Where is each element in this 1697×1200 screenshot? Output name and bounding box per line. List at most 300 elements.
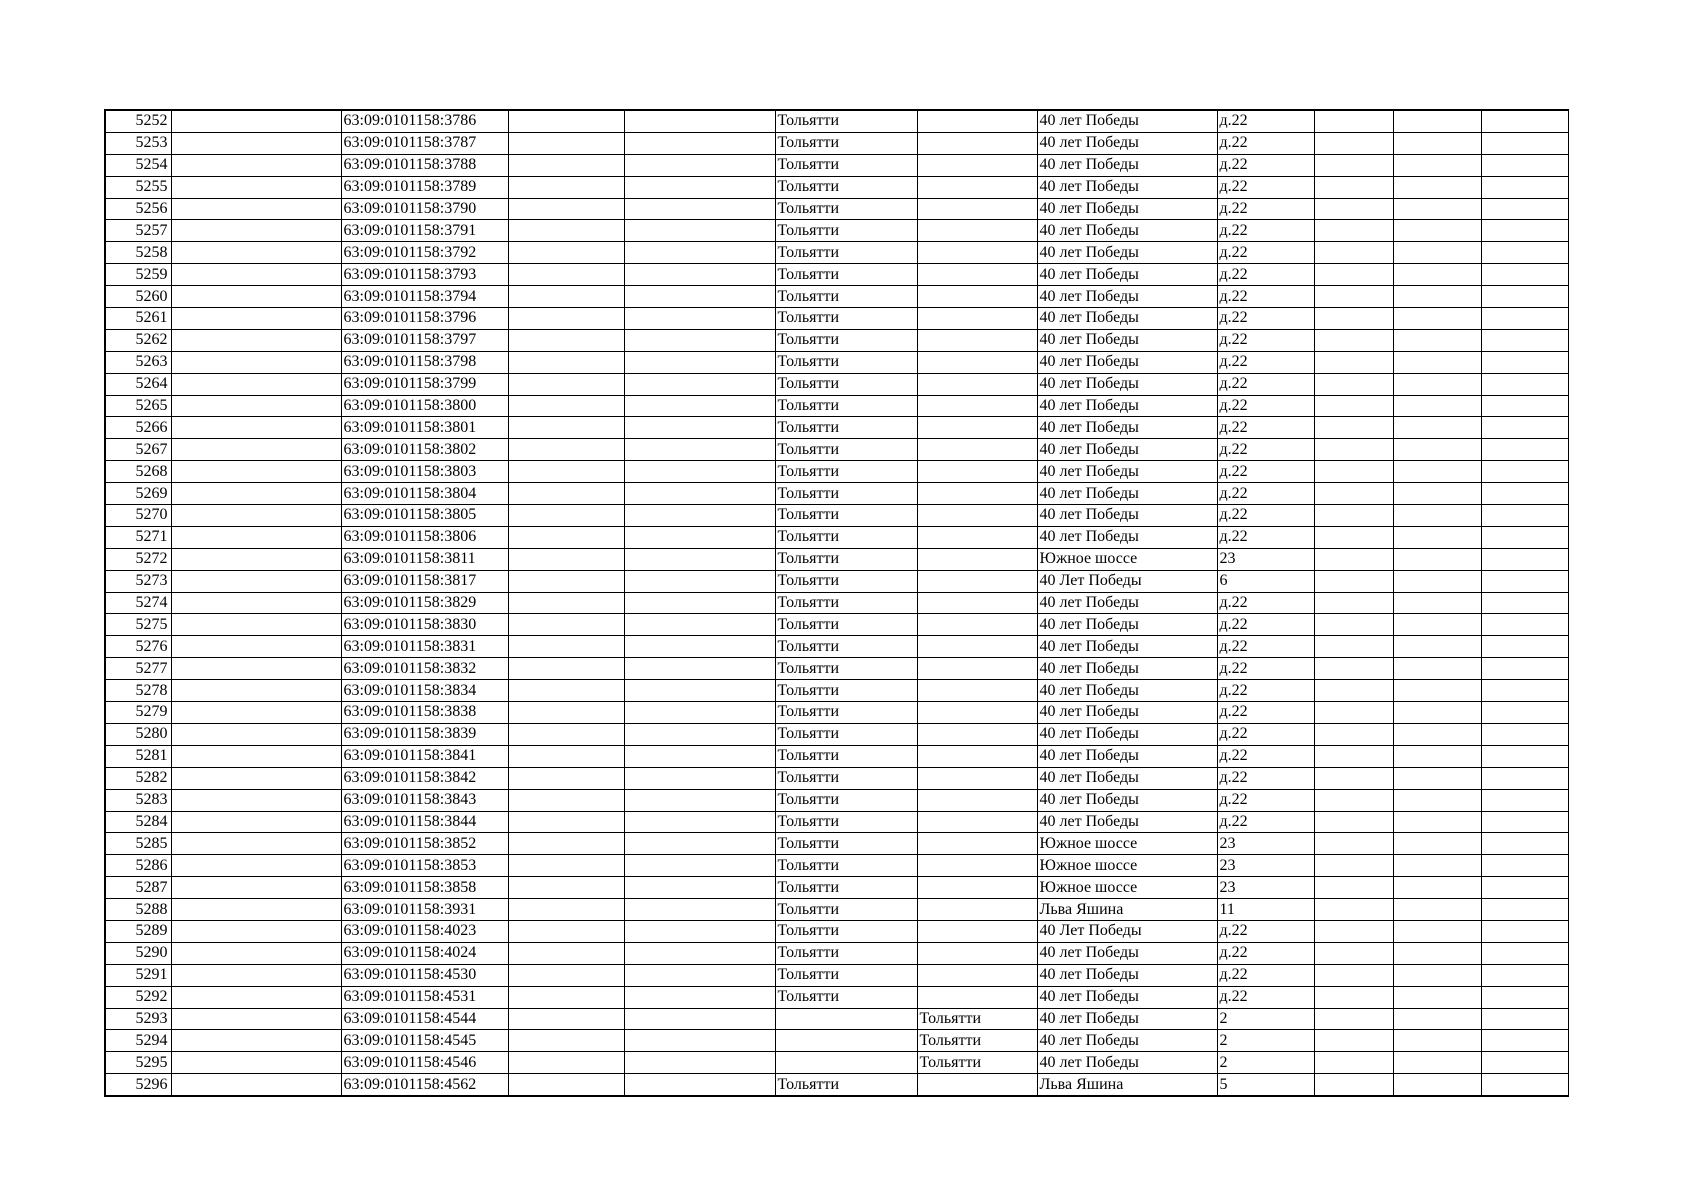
cell-empty-2 bbox=[508, 286, 624, 308]
cell-empty-5 bbox=[1393, 505, 1481, 527]
cell-empty-6 bbox=[1481, 286, 1568, 308]
cell-city: Тольятти bbox=[775, 198, 917, 220]
cell-empty-6 bbox=[1481, 198, 1568, 220]
cell-empty-6 bbox=[1481, 986, 1568, 1008]
cell-row-number: 5273 bbox=[105, 570, 171, 592]
table-row bbox=[105, 658, 1568, 680]
cell-empty-6 bbox=[1481, 702, 1568, 724]
cell-locality bbox=[917, 526, 1037, 548]
cell-empty-6 bbox=[1481, 636, 1568, 658]
table-row bbox=[105, 570, 1568, 592]
cell-empty-1 bbox=[171, 461, 341, 483]
cell-empty-4 bbox=[1314, 811, 1393, 833]
cell-street: 40 лет Победы bbox=[1037, 176, 1217, 198]
cell-locality bbox=[917, 110, 1037, 132]
cell-empty-4 bbox=[1314, 723, 1393, 745]
table-row bbox=[105, 461, 1568, 483]
cell-row-number: 5260 bbox=[105, 286, 171, 308]
cell-empty-4 bbox=[1314, 964, 1393, 986]
cell-empty-2 bbox=[508, 658, 624, 680]
cell-empty-5 bbox=[1393, 658, 1481, 680]
cell-empty-5 bbox=[1393, 855, 1481, 877]
cell-cadastral-number: 63:09:0101158:3787 bbox=[341, 132, 508, 154]
cell-city: Тольятти bbox=[775, 439, 917, 461]
cell-empty-2 bbox=[508, 198, 624, 220]
cell-street: Льва Яшина bbox=[1037, 899, 1217, 921]
cell-locality bbox=[917, 220, 1037, 242]
cell-empty-3 bbox=[624, 592, 775, 614]
cell-locality bbox=[917, 461, 1037, 483]
cell-empty-4 bbox=[1314, 920, 1393, 942]
table-row bbox=[105, 176, 1568, 198]
cell-row-number: 5262 bbox=[105, 329, 171, 351]
cell-empty-6 bbox=[1481, 877, 1568, 899]
cell-empty-3 bbox=[624, 636, 775, 658]
cell-empty-5 bbox=[1393, 877, 1481, 899]
cell-empty-4 bbox=[1314, 483, 1393, 505]
table-row bbox=[105, 789, 1568, 811]
table-row bbox=[105, 264, 1568, 286]
cell-empty-6 bbox=[1481, 220, 1568, 242]
cell-empty-4 bbox=[1314, 570, 1393, 592]
cell-locality bbox=[917, 198, 1037, 220]
cell-row-number: 5277 bbox=[105, 658, 171, 680]
cell-empty-4 bbox=[1314, 680, 1393, 702]
cell-empty-1 bbox=[171, 942, 341, 964]
cell-empty-4 bbox=[1314, 855, 1393, 877]
cell-empty-3 bbox=[624, 767, 775, 789]
cell-city: Тольятти bbox=[775, 767, 917, 789]
cell-row-number: 5269 bbox=[105, 483, 171, 505]
cell-empty-2 bbox=[508, 570, 624, 592]
cell-empty-4 bbox=[1314, 351, 1393, 373]
cell-empty-6 bbox=[1481, 920, 1568, 942]
cell-locality bbox=[917, 483, 1037, 505]
cell-empty-2 bbox=[508, 636, 624, 658]
cell-cadastral-number: 63:09:0101158:3802 bbox=[341, 439, 508, 461]
table-row bbox=[105, 198, 1568, 220]
cell-street: 40 лет Победы bbox=[1037, 220, 1217, 242]
cell-row-number: 5261 bbox=[105, 308, 171, 330]
cell-street: 40 лет Победы bbox=[1037, 417, 1217, 439]
cell-empty-2 bbox=[508, 1074, 624, 1096]
cell-empty-2 bbox=[508, 242, 624, 264]
cell-empty-1 bbox=[171, 986, 341, 1008]
cell-street: Южное шоссе bbox=[1037, 877, 1217, 899]
cell-street: 40 Лет Победы bbox=[1037, 920, 1217, 942]
cell-city: Тольятти bbox=[775, 110, 917, 132]
cell-locality bbox=[917, 1074, 1037, 1096]
cell-row-number: 5254 bbox=[105, 154, 171, 176]
cell-empty-2 bbox=[508, 351, 624, 373]
cell-empty-6 bbox=[1481, 592, 1568, 614]
cell-cadastral-number: 63:09:0101158:3831 bbox=[341, 636, 508, 658]
cell-cadastral-number: 63:09:0101158:3794 bbox=[341, 286, 508, 308]
cell-empty-4 bbox=[1314, 154, 1393, 176]
table-row bbox=[105, 439, 1568, 461]
cell-cadastral-number: 63:09:0101158:4024 bbox=[341, 942, 508, 964]
cell-street: 40 лет Победы bbox=[1037, 526, 1217, 548]
cell-city: Тольятти bbox=[775, 526, 917, 548]
table-row bbox=[105, 548, 1568, 570]
cell-cadastral-number: 63:09:0101158:3800 bbox=[341, 395, 508, 417]
cell-empty-4 bbox=[1314, 132, 1393, 154]
cell-street: 40 лет Победы bbox=[1037, 395, 1217, 417]
cell-street: 40 лет Победы bbox=[1037, 811, 1217, 833]
cell-locality bbox=[917, 132, 1037, 154]
cell-empty-1 bbox=[171, 351, 341, 373]
table-row bbox=[105, 811, 1568, 833]
table-row bbox=[105, 986, 1568, 1008]
cell-empty-6 bbox=[1481, 439, 1568, 461]
cell-cadastral-number: 63:09:0101158:4546 bbox=[341, 1052, 508, 1074]
cell-street: Льва Яшина bbox=[1037, 1074, 1217, 1096]
cell-street: 40 лет Победы bbox=[1037, 964, 1217, 986]
cell-empty-6 bbox=[1481, 461, 1568, 483]
cell-street: Южное шоссе bbox=[1037, 833, 1217, 855]
cell-street: 40 лет Победы bbox=[1037, 767, 1217, 789]
cell-empty-2 bbox=[508, 811, 624, 833]
cell-empty-4 bbox=[1314, 614, 1393, 636]
cell-locality bbox=[917, 176, 1037, 198]
cell-locality bbox=[917, 833, 1037, 855]
cell-city: Тольятти bbox=[775, 286, 917, 308]
cell-empty-5 bbox=[1393, 439, 1481, 461]
cell-empty-1 bbox=[171, 855, 341, 877]
cell-house: д.22 bbox=[1217, 264, 1314, 286]
table-row bbox=[105, 899, 1568, 921]
table-row bbox=[105, 483, 1568, 505]
cell-empty-2 bbox=[508, 899, 624, 921]
cell-locality bbox=[917, 855, 1037, 877]
cell-empty-1 bbox=[171, 132, 341, 154]
cell-empty-6 bbox=[1481, 833, 1568, 855]
cell-empty-6 bbox=[1481, 1074, 1568, 1096]
cell-city: Тольятти bbox=[775, 242, 917, 264]
cell-cadastral-number: 63:09:0101158:3801 bbox=[341, 417, 508, 439]
table-row bbox=[105, 329, 1568, 351]
cell-empty-3 bbox=[624, 242, 775, 264]
cell-cadastral-number: 63:09:0101158:3803 bbox=[341, 461, 508, 483]
table-row bbox=[105, 154, 1568, 176]
cell-locality bbox=[917, 658, 1037, 680]
cell-locality bbox=[917, 702, 1037, 724]
cell-empty-2 bbox=[508, 920, 624, 942]
cell-empty-3 bbox=[624, 373, 775, 395]
cell-empty-5 bbox=[1393, 964, 1481, 986]
cell-empty-6 bbox=[1481, 110, 1568, 132]
cell-street: 40 лет Победы bbox=[1037, 461, 1217, 483]
cell-city bbox=[775, 1030, 917, 1052]
cell-locality bbox=[917, 395, 1037, 417]
cell-row-number: 5268 bbox=[105, 461, 171, 483]
cell-row-number: 5258 bbox=[105, 242, 171, 264]
table-body bbox=[105, 110, 1568, 1096]
cell-empty-3 bbox=[624, 855, 775, 877]
cell-empty-4 bbox=[1314, 417, 1393, 439]
table-row bbox=[105, 526, 1568, 548]
cell-empty-2 bbox=[508, 855, 624, 877]
cell-empty-1 bbox=[171, 899, 341, 921]
cell-empty-5 bbox=[1393, 811, 1481, 833]
cell-row-number: 5275 bbox=[105, 614, 171, 636]
cell-cadastral-number: 63:09:0101158:4531 bbox=[341, 986, 508, 1008]
cell-street: 40 лет Победы bbox=[1037, 132, 1217, 154]
cell-empty-4 bbox=[1314, 767, 1393, 789]
cell-empty-6 bbox=[1481, 1052, 1568, 1074]
cell-empty-4 bbox=[1314, 789, 1393, 811]
cell-empty-1 bbox=[171, 417, 341, 439]
cell-empty-2 bbox=[508, 877, 624, 899]
cell-street: 40 лет Победы bbox=[1037, 680, 1217, 702]
cell-empty-1 bbox=[171, 964, 341, 986]
table-row bbox=[105, 417, 1568, 439]
cell-cadastral-number: 63:09:0101158:3791 bbox=[341, 220, 508, 242]
cell-empty-4 bbox=[1314, 439, 1393, 461]
cell-empty-4 bbox=[1314, 899, 1393, 921]
cell-empty-3 bbox=[624, 570, 775, 592]
cell-house: д.22 bbox=[1217, 789, 1314, 811]
cell-empty-4 bbox=[1314, 286, 1393, 308]
cell-empty-1 bbox=[171, 767, 341, 789]
cell-locality bbox=[917, 308, 1037, 330]
cell-empty-3 bbox=[624, 1074, 775, 1096]
cell-empty-1 bbox=[171, 570, 341, 592]
cell-empty-1 bbox=[171, 526, 341, 548]
cell-locality bbox=[917, 351, 1037, 373]
cell-empty-3 bbox=[624, 264, 775, 286]
cell-empty-1 bbox=[171, 658, 341, 680]
cell-row-number: 5281 bbox=[105, 745, 171, 767]
table-row bbox=[105, 395, 1568, 417]
cell-empty-2 bbox=[508, 264, 624, 286]
cell-empty-3 bbox=[624, 964, 775, 986]
cell-empty-3 bbox=[624, 614, 775, 636]
cell-empty-1 bbox=[171, 242, 341, 264]
cell-street: 40 лет Победы bbox=[1037, 308, 1217, 330]
cell-city: Тольятти bbox=[775, 264, 917, 286]
cell-locality: Тольятти bbox=[917, 1030, 1037, 1052]
cell-empty-2 bbox=[508, 548, 624, 570]
cell-empty-3 bbox=[624, 198, 775, 220]
cell-house: 23 bbox=[1217, 877, 1314, 899]
cell-empty-5 bbox=[1393, 723, 1481, 745]
cell-empty-2 bbox=[508, 417, 624, 439]
cell-city: Тольятти bbox=[775, 483, 917, 505]
cell-city: Тольятти bbox=[775, 373, 917, 395]
table-row bbox=[105, 745, 1568, 767]
cell-empty-2 bbox=[508, 483, 624, 505]
cell-empty-5 bbox=[1393, 745, 1481, 767]
table-row bbox=[105, 877, 1568, 899]
cell-empty-1 bbox=[171, 308, 341, 330]
cell-house: 23 bbox=[1217, 833, 1314, 855]
cell-empty-2 bbox=[508, 1008, 624, 1030]
cell-house: д.22 bbox=[1217, 702, 1314, 724]
cell-house: 2 bbox=[1217, 1008, 1314, 1030]
cell-empty-3 bbox=[624, 110, 775, 132]
table-row bbox=[105, 132, 1568, 154]
cell-empty-1 bbox=[171, 220, 341, 242]
cell-empty-1 bbox=[171, 439, 341, 461]
cell-city: Тольятти bbox=[775, 702, 917, 724]
cell-locality bbox=[917, 264, 1037, 286]
cell-empty-1 bbox=[171, 702, 341, 724]
cell-empty-3 bbox=[624, 483, 775, 505]
cell-city: Тольятти bbox=[775, 548, 917, 570]
table-row bbox=[105, 308, 1568, 330]
cell-street: 40 лет Победы bbox=[1037, 745, 1217, 767]
cell-empty-6 bbox=[1481, 351, 1568, 373]
cell-empty-4 bbox=[1314, 505, 1393, 527]
cell-empty-2 bbox=[508, 154, 624, 176]
cell-row-number: 5252 bbox=[105, 110, 171, 132]
cell-locality: Тольятти bbox=[917, 1052, 1037, 1074]
cell-street: 40 лет Победы bbox=[1037, 483, 1217, 505]
table-row bbox=[105, 351, 1568, 373]
cell-row-number: 5289 bbox=[105, 920, 171, 942]
cell-empty-3 bbox=[624, 286, 775, 308]
cell-street: Южное шоссе bbox=[1037, 548, 1217, 570]
cell-cadastral-number: 63:09:0101158:3832 bbox=[341, 658, 508, 680]
cell-empty-5 bbox=[1393, 1052, 1481, 1074]
cell-cadastral-number: 63:09:0101158:3817 bbox=[341, 570, 508, 592]
cell-empty-6 bbox=[1481, 373, 1568, 395]
table-row bbox=[105, 1030, 1568, 1052]
table-row bbox=[105, 220, 1568, 242]
cell-cadastral-number: 63:09:0101158:3811 bbox=[341, 548, 508, 570]
cell-empty-5 bbox=[1393, 395, 1481, 417]
cell-locality bbox=[917, 439, 1037, 461]
cell-house: д.22 bbox=[1217, 745, 1314, 767]
cell-cadastral-number: 63:09:0101158:3830 bbox=[341, 614, 508, 636]
cell-locality bbox=[917, 373, 1037, 395]
cell-row-number: 5283 bbox=[105, 789, 171, 811]
cell-empty-6 bbox=[1481, 614, 1568, 636]
cell-row-number: 5257 bbox=[105, 220, 171, 242]
cell-house: д.22 bbox=[1217, 483, 1314, 505]
cell-house: д.22 bbox=[1217, 132, 1314, 154]
cell-empty-6 bbox=[1481, 548, 1568, 570]
cell-locality bbox=[917, 964, 1037, 986]
cell-empty-2 bbox=[508, 505, 624, 527]
table-row bbox=[105, 833, 1568, 855]
cell-locality bbox=[917, 745, 1037, 767]
cell-empty-1 bbox=[171, 877, 341, 899]
cell-cadastral-number: 63:09:0101158:3839 bbox=[341, 723, 508, 745]
cell-locality bbox=[917, 986, 1037, 1008]
cell-empty-4 bbox=[1314, 1074, 1393, 1096]
cell-empty-2 bbox=[508, 220, 624, 242]
cell-city: Тольятти bbox=[775, 132, 917, 154]
cell-street: 40 лет Победы bbox=[1037, 329, 1217, 351]
cell-row-number: 5294 bbox=[105, 1030, 171, 1052]
cell-empty-2 bbox=[508, 614, 624, 636]
cell-empty-3 bbox=[624, 220, 775, 242]
cell-empty-1 bbox=[171, 373, 341, 395]
cell-empty-3 bbox=[624, 1052, 775, 1074]
cell-empty-1 bbox=[171, 789, 341, 811]
cell-cadastral-number: 63:09:0101158:3841 bbox=[341, 745, 508, 767]
cell-empty-4 bbox=[1314, 636, 1393, 658]
cell-empty-2 bbox=[508, 745, 624, 767]
cell-empty-3 bbox=[624, 351, 775, 373]
cell-row-number: 5276 bbox=[105, 636, 171, 658]
cell-street: 40 лет Победы bbox=[1037, 789, 1217, 811]
cell-city: Тольятти bbox=[775, 855, 917, 877]
cell-street: Южное шоссе bbox=[1037, 855, 1217, 877]
cell-cadastral-number: 63:09:0101158:3789 bbox=[341, 176, 508, 198]
cell-empty-6 bbox=[1481, 526, 1568, 548]
cell-street: 40 лет Победы bbox=[1037, 439, 1217, 461]
cell-empty-4 bbox=[1314, 242, 1393, 264]
cell-cadastral-number: 63:09:0101158:3853 bbox=[341, 855, 508, 877]
cell-house: д.22 bbox=[1217, 110, 1314, 132]
cell-empty-1 bbox=[171, 745, 341, 767]
cell-house: д.22 bbox=[1217, 680, 1314, 702]
cell-house: д.22 bbox=[1217, 176, 1314, 198]
cell-city bbox=[775, 1008, 917, 1030]
cell-empty-3 bbox=[624, 811, 775, 833]
cell-cadastral-number: 63:09:0101158:4562 bbox=[341, 1074, 508, 1096]
cell-city: Тольятти bbox=[775, 329, 917, 351]
cell-city: Тольятти bbox=[775, 986, 917, 1008]
cell-empty-2 bbox=[508, 439, 624, 461]
cell-empty-5 bbox=[1393, 636, 1481, 658]
cell-street: 40 лет Победы bbox=[1037, 351, 1217, 373]
cell-empty-4 bbox=[1314, 220, 1393, 242]
cell-street: 40 лет Победы bbox=[1037, 723, 1217, 745]
cell-house: д.22 bbox=[1217, 461, 1314, 483]
cell-locality bbox=[917, 154, 1037, 176]
cell-street: 40 лет Победы bbox=[1037, 154, 1217, 176]
cell-empty-5 bbox=[1393, 154, 1481, 176]
cell-street: 40 лет Победы bbox=[1037, 242, 1217, 264]
cell-cadastral-number: 63:09:0101158:3834 bbox=[341, 680, 508, 702]
cell-empty-5 bbox=[1393, 220, 1481, 242]
cell-city: Тольятти bbox=[775, 745, 917, 767]
cell-empty-5 bbox=[1393, 286, 1481, 308]
cell-house: 2 bbox=[1217, 1030, 1314, 1052]
cell-empty-1 bbox=[171, 833, 341, 855]
table-row bbox=[105, 680, 1568, 702]
cell-house: д.22 bbox=[1217, 526, 1314, 548]
cell-empty-6 bbox=[1481, 789, 1568, 811]
cell-city: Тольятти bbox=[775, 789, 917, 811]
table-row bbox=[105, 636, 1568, 658]
cell-empty-5 bbox=[1393, 942, 1481, 964]
cell-locality bbox=[917, 636, 1037, 658]
cell-city: Тольятти bbox=[775, 833, 917, 855]
cell-row-number: 5291 bbox=[105, 964, 171, 986]
cell-empty-4 bbox=[1314, 198, 1393, 220]
cell-empty-4 bbox=[1314, 833, 1393, 855]
cell-empty-3 bbox=[624, 132, 775, 154]
cell-row-number: 5285 bbox=[105, 833, 171, 855]
cell-locality bbox=[917, 920, 1037, 942]
cell-empty-3 bbox=[624, 439, 775, 461]
cell-cadastral-number: 63:09:0101158:3843 bbox=[341, 789, 508, 811]
cell-empty-1 bbox=[171, 176, 341, 198]
cell-empty-4 bbox=[1314, 395, 1393, 417]
cell-house: д.22 bbox=[1217, 636, 1314, 658]
cell-row-number: 5286 bbox=[105, 855, 171, 877]
cell-house: д.22 bbox=[1217, 614, 1314, 636]
table-row bbox=[105, 723, 1568, 745]
cell-empty-5 bbox=[1393, 548, 1481, 570]
cell-empty-4 bbox=[1314, 373, 1393, 395]
cell-empty-3 bbox=[624, 548, 775, 570]
